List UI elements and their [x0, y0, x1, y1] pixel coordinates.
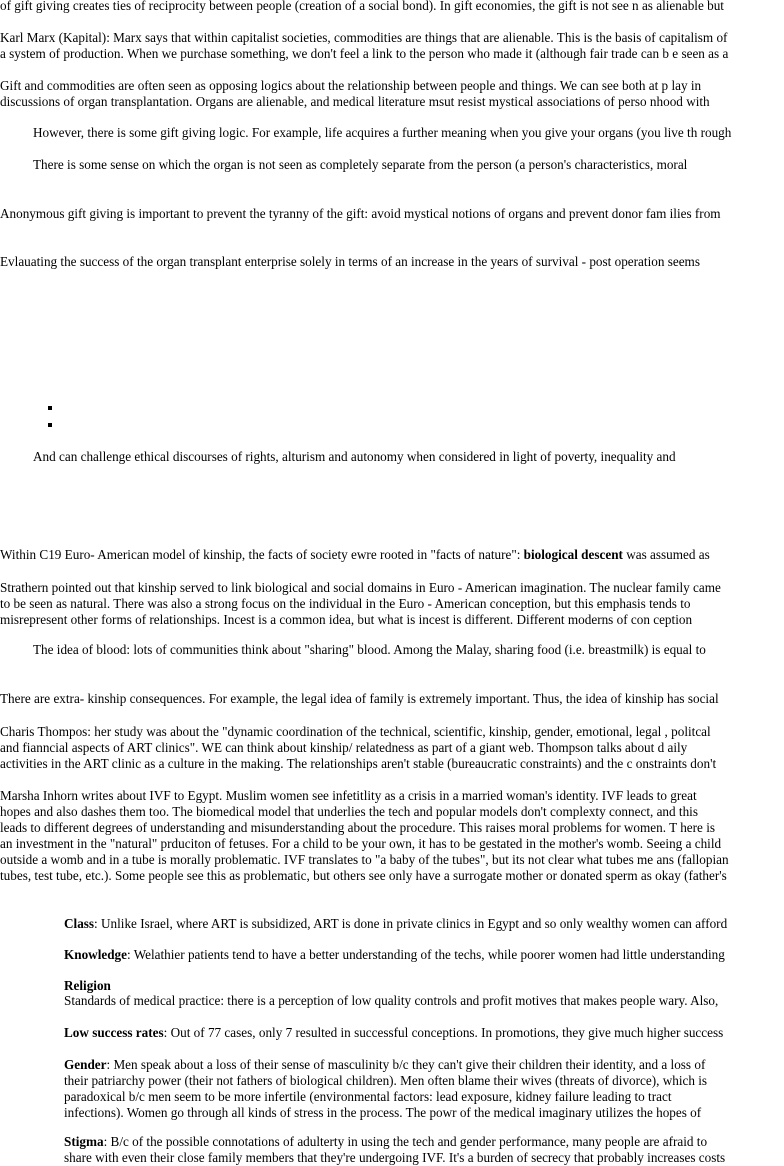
factor-stigma — [64, 1134, 707, 1150]
factor-religion-label: Religion — [64, 978, 111, 993]
factor-knowledge-text: : Welathier patients tend to have a better understanding of the techs, while poorer women had little understanding — [127, 947, 725, 962]
factor-gender-line: paradoxical b/c men seem to be more infertile (environmental factors: lead exposure, kidney failure leading to tract — [64, 1089, 672, 1104]
paragraph-strathern-line: misrepresent other forms of relationships. Incest is a common idea, but what is incest is different. Different moderns of con ception — [0, 612, 693, 627]
bullet-marker — [48, 406, 52, 410]
factor-low-success-text: : Out of 77 cases, only 7 resulted in successful conceptions. In promotions, they give much higher success — [163, 1025, 724, 1040]
paragraph-thompson-line: activities in the ART clinic as a culture in the making. The relationships aren't stable (bureaucratic constraints) and the c onstraints don't — [0, 756, 717, 771]
paragraph-strathern-line: to be seen as natural. There was also a strong focus on the individual in the Euro - American conception, but this emphasis tends to — [0, 596, 691, 611]
factor-gender-text: : Men speak about a loss of their sense of masculinity b/c they can't give their children their identity, and a loss of — [106, 1057, 706, 1072]
paragraph-challenge-ethics: And can challenge ethical discourses of rights, alturism and autonomy when considered in light of poverty, inequality and — [33, 449, 676, 464]
factor-stigma-text: : B/c of the possible connotations of adulterty in using the tech and gender performance, many people are afraid to — [103, 1134, 708, 1149]
factor-gender-line: infections). Women go through all kinds of stress in the process. The powr of the medical imaginary utilizes the hopes of — [64, 1105, 702, 1120]
c19-bold-term: biological descent — [523, 547, 623, 562]
paragraph-inhorn-line: leads to different degrees of understanding and misunderstanding about the procedure. This raises moral problems for women. T here is — [0, 820, 715, 835]
factor-class-text: : Unlike Israel, where ART is subsidized, ART is done in private clinics in Egypt and so only wealthy women can afford — [94, 916, 728, 931]
factor-stigma-line: share with even their close family members that they're undergoing IVF. It's a burden of secrecy that probably increases costs — [64, 1150, 726, 1165]
paragraph-strathern-line: Strathern pointed out that kinship served to link biological and social domains in Euro - American imagination. The nuclear family came — [0, 580, 721, 595]
factor-religion-text: Standards of medical practice: there is a perception of low quality controls and profit motives that makes people wary. Also, — [64, 993, 719, 1008]
c19-text-before: Within C19 Euro- American model of kinship, the facts of society ewre rooted in "facts of nature": — [0, 547, 524, 562]
paragraph-gift-logic: However, there is some gift giving logic. For example, life acquires a further meaning when you give your organs (you live th rough — [33, 125, 732, 140]
paragraph-inhorn-line: hopes and also dashes them too. The biomedical model that underlies the tech and popular models don't complexty connect, and this — [0, 804, 698, 819]
paragraph-idea-of-blood: The idea of blood: lots of communities think about "sharing" blood. Among the Malay, sharing food (i.e. breastmilk) is equal to — [33, 642, 706, 657]
factor-class — [64, 916, 727, 932]
paragraph-extra-kinship: There are extra- kinship consequences. For example, the legal idea of family is extremely important. Thus, the idea of kinship has social — [0, 691, 719, 706]
paragraph-opposing-logics-line: Gift and commodities are often seen as opposing logics about the relationship between people and things. We can see both at p lay in — [0, 78, 702, 93]
factor-gender-label: Gender — [64, 1057, 107, 1072]
paragraph-marx-line: a system of production. When we purchase something, we don't feel a link to the person who made it (although fair trade can b e seen as a — [0, 46, 729, 61]
paragraph-inhorn-line: Marsha Inhorn writes about IVF to Egypt. Muslim women see infetitlity as a crisis in a married woman's identity. IVF leads to great — [0, 788, 697, 803]
factor-stigma-label: Stigma — [64, 1134, 104, 1149]
paragraph-c19-kinship — [0, 547, 710, 563]
bullet-marker — [48, 423, 52, 427]
c19-text-after: was assumed as — [622, 547, 710, 562]
paragraph-anonymous-gift: Anonymous gift giving is important to prevent the tyranny of the gift: avoid mystical notions of organs and prevent donor fam ilies from — [0, 206, 721, 221]
paragraph-thompson-line: and fianncial aspects of ART clinics". WE can think about kinship/ relatedness as part of a giant web. Thompson talks about d aily — [0, 740, 688, 755]
paragraph-gift-economy: of gift giving creates ties of reciprocity between people (creation of a social bond). In gift economies, the gift is not see n as alienable but — [0, 0, 724, 13]
paragraph-organ-sense: There is some sense on which the organ is not seen as completely separate from the person (a person's characteristics, moral — [33, 157, 688, 172]
paragraph-opposing-logics-line: discussions of organ transplantation. Organs are alienable, and medical literature msut resist mystical associations of perso nhood with — [0, 94, 710, 109]
paragraph-evaluating-success: Evlauating the success of the organ transplant enterprise solely in terms of an increase in the years of survival - post operation seems — [0, 254, 700, 269]
factor-low-success-label: Low success rates — [64, 1025, 164, 1040]
paragraph-thompson-line: Charis Thompos: her study was about the "dynamic coordination of the technical, scientific, kinship, gender, emotional, legal , politcal — [0, 724, 711, 739]
paragraph-inhorn-line: tubes, test tube, etc.). Some people see this as problematic, but others see only have a surrogate mother or donated sperm as okay (father's — [0, 868, 727, 883]
factor-class-label: Class — [64, 916, 95, 931]
paragraph-inhorn-line: outside a womb and in a tube is morally problematic. IVF translates to "a baby of the tubes", but its not clear what tubes me ans (fallopian — [0, 852, 729, 867]
paragraph-inhorn-line: an investment in the "natural" prduciton of fetuses. For a child to be your own, it has to be gestated in the mother's womb. Seeing a child — [0, 836, 722, 851]
factor-gender — [64, 1057, 705, 1073]
paragraph-marx-line: Karl Marx (Kapital): Marx says that within capitalist societies, commodities are things that are alienable. This is the basis of capitalism of — [0, 30, 728, 45]
factor-low-success — [64, 1025, 723, 1041]
factor-knowledge-label: Knowledge — [64, 947, 128, 962]
factor-gender-line: their patriarchy power (their not fathers of biological children). Men often blame their wives (threats of divorce), which is — [64, 1073, 708, 1088]
factor-knowledge — [64, 947, 725, 963]
